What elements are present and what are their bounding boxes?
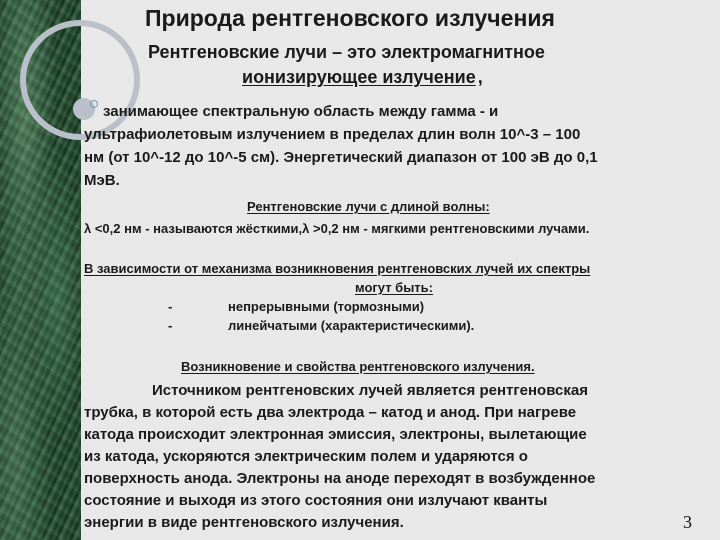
origin-line-3: катода происходит электронная эмиссия, электроны, вылетающие bbox=[84, 426, 587, 443]
origin-line-7: энергии в виде рентгеновского излучения. bbox=[84, 514, 404, 531]
origin-heading: Возникновение и свойства рентгеновского излучения. bbox=[181, 359, 535, 374]
slide-title: Природа рентгеновского излучения bbox=[145, 5, 555, 31]
intro-line-1: занимающее спектральную область между гамма - и bbox=[103, 103, 499, 120]
spectra-heading-line-1: В зависимости от механизма возникновения рентгеновских лучей их спектры bbox=[84, 261, 591, 276]
subtitle-line-2 bbox=[242, 68, 483, 86]
wavelength-heading: Рентгеновские лучи с длиной волны: bbox=[247, 199, 490, 214]
wavelength-line: λ <0,2 нм - называются жёсткими,λ >0,2 нм - мягкими рентгеновскими лучами. bbox=[84, 221, 590, 236]
spectra-item-dash: - bbox=[168, 299, 173, 314]
page-number: 3 bbox=[683, 512, 692, 532]
bullet-icon bbox=[90, 100, 98, 108]
intro-line-4: МэВ. bbox=[84, 172, 120, 189]
subtitle-line-1: Рентгеновские лучи – это электромагнитное bbox=[148, 42, 545, 62]
origin-line-1: Источником рентгеновских лучей является рентгеновская bbox=[152, 382, 588, 399]
intro-line-2: ультрафиолетовым излучением в пределах длин волн 10^-3 – 100 bbox=[84, 126, 581, 143]
origin-line-4: из катода, ускоряются электрическим полем и ударяются о bbox=[84, 448, 528, 465]
spectra-item-dash: - bbox=[168, 318, 173, 333]
origin-line-5: поверхность анода. Электроны на аноде переходят в возбужденное bbox=[84, 470, 596, 487]
spectra-heading-line-2: могут быть: bbox=[355, 280, 433, 295]
subtitle-comma: , bbox=[477, 67, 483, 87]
intro-line-3: нм (от 10^-12 до 10^-5 см). Энергетический диапазон от 100 эВ до 0,1 bbox=[84, 149, 598, 166]
spectra-item-text: непрерывными (тормозными) bbox=[228, 299, 425, 314]
origin-line-6: состояние и выходя из этого состояния они излучают кванты bbox=[84, 492, 548, 509]
spectra-item-text: линейчатыми (характеристическими). bbox=[228, 318, 475, 333]
origin-line-2: трубка, в которой есть два электрода – катод и анод. При нагреве bbox=[84, 404, 577, 421]
subtitle-line-2-text: ионизирующее излучение bbox=[242, 67, 476, 87]
